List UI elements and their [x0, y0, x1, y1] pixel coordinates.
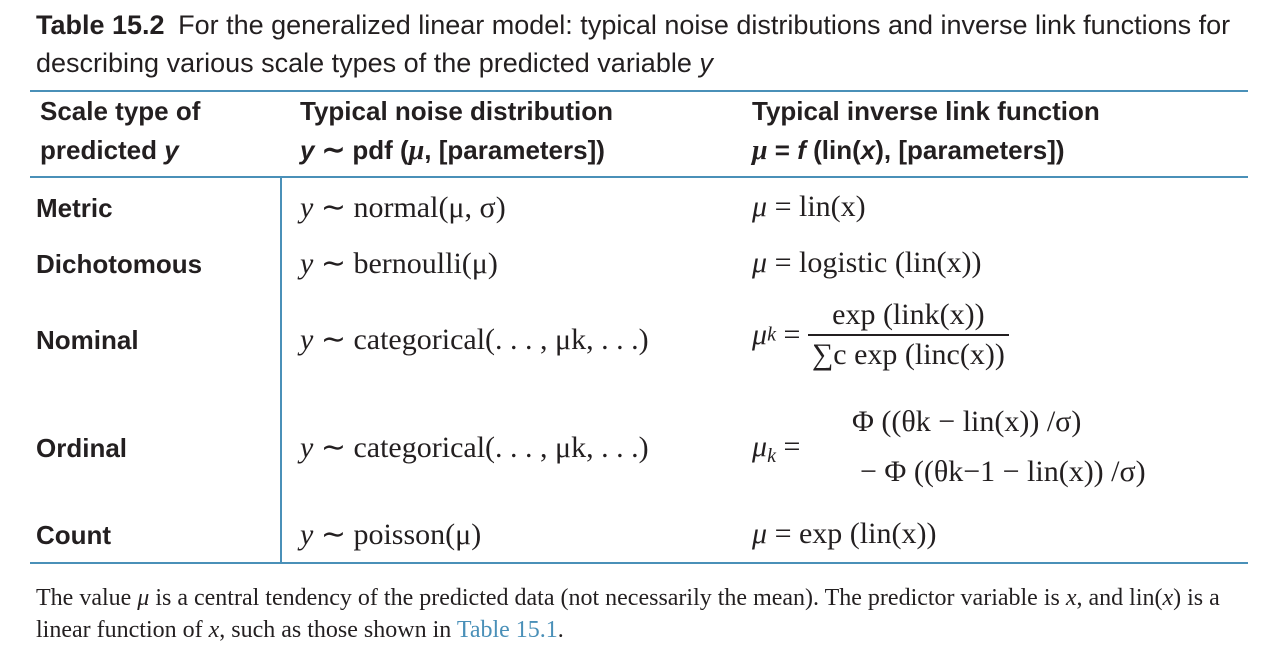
- row-scale-dichotomous: Dichotomous: [36, 249, 203, 279]
- row-scale-nominal: Nominal: [36, 325, 139, 355]
- row-scale-ordinal: Ordinal: [36, 433, 128, 463]
- header-rule: [30, 176, 1248, 178]
- row-link-ordinal-line2: − Φ ((θk−1 − lin(x)) /σ): [860, 455, 1146, 488]
- nominal-numerator: exp (link(x)): [832, 298, 985, 331]
- header-link-line2: μ = f (lin(x), [parameters]): [752, 135, 1065, 166]
- table-15-1-link[interactable]: Table 15.1: [456, 617, 558, 643]
- row-dist-nominal: y ∼ categorical(. . . , μk, . . .): [300, 323, 649, 356]
- nominal-fraction: [808, 298, 1009, 372]
- caption-text: For the generalized linear model: typical noise distributions and inverse link functions for describing various scale types of the predicted variable: [36, 10, 1231, 78]
- row-link-ordinal-lhs: $\mu_k$ =: [752, 430, 801, 467]
- row-dist-metric: y ∼ normal(μ, σ): [300, 191, 506, 224]
- table-footnote: The value μ is a central tendency of the predicted data (not necessarily the mean). The predictor variable is x, and lin(x) is a linear function of x, such as those shown in Table 15.1.: [36, 585, 1220, 643]
- row-dist-dichotomous: y ∼ bernoulli(μ): [300, 247, 498, 280]
- header-noise-line1: Typical noise distribution: [300, 96, 613, 126]
- header-scale-type: [40, 92, 200, 170]
- row-link-ordinal-line1: Φ ((θk − lin(x)) /σ): [852, 405, 1082, 438]
- header-link-line1: Typical inverse link function: [752, 96, 1100, 126]
- header-inverse-link: [752, 92, 1100, 170]
- bottom-rule: [30, 562, 1248, 564]
- caption-label: Table 15.2: [36, 10, 165, 40]
- header-noise-distribution: [300, 92, 613, 170]
- row-link-dichotomous: μ = logistic (lin(x)): [752, 246, 982, 279]
- table-caption: [36, 6, 1236, 82]
- row-dist-count: y ∼ poisson(μ): [300, 518, 482, 551]
- row-link-nominal: μk = $\frac{\text{exp (link(x))}}{\text{∑c exp (linc(x))}}$: [752, 298, 1009, 372]
- header-noise-line2: y ∼ pdf (μ, [parameters]): [300, 135, 605, 166]
- row-dist-ordinal: y ∼ categorical(. . . , μk, . . .): [300, 431, 649, 464]
- header-scale-line2: predicted y: [40, 135, 179, 165]
- header-scale-line1: Scale type of: [40, 96, 201, 126]
- caption-variable: y: [699, 48, 713, 78]
- row-scale-count: Count: [36, 520, 112, 550]
- column-divider: [280, 178, 282, 563]
- row-scale-metric: Metric: [36, 193, 113, 223]
- row-link-count: μ = exp (lin(x)): [752, 517, 937, 550]
- nominal-denominator: ∑c exp (linc(x)): [808, 334, 1009, 372]
- row-link-metric: μ = lin(x): [752, 190, 866, 223]
